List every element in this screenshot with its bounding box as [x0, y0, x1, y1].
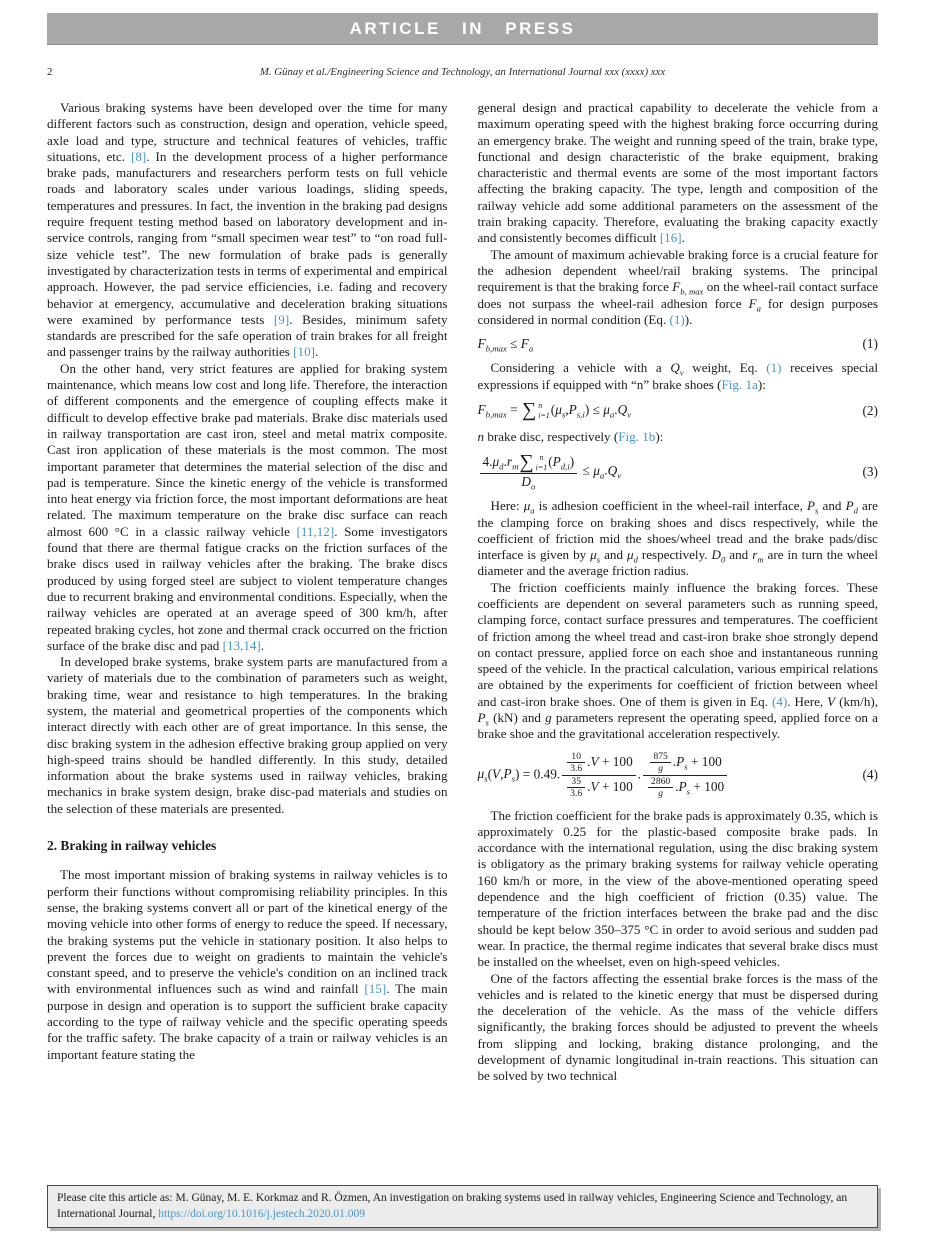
text-segment: ).: [684, 311, 693, 327]
equation-link[interactable]: (4): [771, 693, 788, 709]
citation-link[interactable]: [16]: [659, 230, 682, 246]
text-segment: V: [590, 778, 599, 794]
fraction: [650, 751, 670, 775]
text-segment: g: [658, 788, 663, 800]
text-segment: $F_{b,max}$: [477, 402, 507, 420]
text-segment: .: [637, 766, 642, 782]
text-segment: V: [492, 766, 501, 782]
text-segment: .: [260, 637, 265, 653]
text-segment: $\mu_s$: [555, 402, 566, 420]
equation-number: (1): [862, 336, 878, 352]
equation: [478, 453, 879, 490]
text-segment: .: [614, 402, 618, 418]
text-segment: . Here,: [787, 693, 828, 709]
summation-symbol: ∑ n i=1: [519, 451, 548, 474]
text-segment: One of the factors affecting the essential brake forces is the mass of the vehicles and is related to the kinetic energy that must be dispersed during the deceleration of the vehicle. As the mass of the vehicle differs significantly, the braking forces should be adjusted to prevent the wheels from slipping and locking, braking distance prolonging, and the development of dynamic longitudinal in-train reactions. This situation can be solved by two technical: [477, 970, 878, 1084]
citation-link[interactable]: [15]: [364, 981, 387, 997]
text-segment: and: [725, 547, 753, 563]
paragraph: [47, 867, 448, 1063]
equation-number: (2): [862, 402, 878, 418]
text-segment: g: [545, 710, 552, 726]
text-segment: $\mu_d$: [492, 454, 504, 472]
text-segment: $F_a$: [520, 336, 534, 354]
text-segment: $Q_v$: [670, 360, 684, 379]
text-segment: .: [503, 454, 507, 470]
text-segment: $P_s$: [477, 710, 489, 728]
equation-number: (3): [862, 463, 878, 479]
text-segment: $P_s$: [807, 498, 819, 516]
text-segment: $\mu_d$: [626, 547, 638, 565]
citation-link[interactable]: [8]: [130, 148, 147, 164]
fraction: [480, 453, 578, 490]
text-segment: $\mu_a$: [593, 462, 605, 481]
text-segment: ≤: [506, 336, 521, 352]
text-segment: + 100: [598, 778, 633, 794]
text-segment: $\mu_a$: [523, 498, 535, 516]
text-segment: Please cite this article as: M. Günay, M. E. Korkmaz and R. Özmen, An investigation on braking systems used in railway vehicles, Engineering Science and Technology, an International Journal,: [57, 1192, 848, 1220]
text-segment: ,: [500, 766, 504, 782]
text-segment: 10: [571, 750, 581, 762]
text-segment: $\mu_a$: [603, 402, 615, 420]
text-segment: and: [600, 547, 627, 563]
paragraph: [478, 808, 879, 971]
paragraph: [478, 498, 879, 579]
citation-notice: [47, 1185, 878, 1228]
fraction: [567, 776, 585, 800]
text-segment: + 100: [598, 753, 633, 769]
text-segment: $F_{b, max}$: [672, 279, 704, 297]
text-segment: $Q_v$: [617, 402, 632, 420]
text-segment: receives special expressions if equipped with “n” brake shoes (: [477, 360, 878, 392]
text-segment: V: [827, 693, 836, 709]
doi-link[interactable]: https://doi.org/10.1016/j.jestech.2020.01.009: [158, 1207, 366, 1220]
equation: [478, 751, 879, 800]
paragraph: [478, 100, 879, 247]
text-segment: respectively.: [637, 547, 712, 563]
text-segment: $r_m$: [752, 547, 764, 565]
equation-body: [478, 453, 855, 490]
text-segment: In developed brake systems, brake system parts are manufactured from a variety of materials due to the combination of parameters such as weight, braking time, wear and resistance to high temperatures. In the braking system, the material and geometrical properties of the components which interact directly with each other are of great importance. In this sense, the disc braking system in the adhesion effective braking group applied on very high-speed trains should be handled differently. In this study, detailed information about the brake systems used in railway vehicles, braking mechanics in brake system design, brake disc-pad materials and studies on the selection of these materials are presented.: [47, 654, 448, 816]
paragraph: [478, 247, 879, 328]
text-segment: V: [590, 753, 599, 769]
text-segment: are in turn the wheel diameter and the average friction radius.: [477, 547, 878, 579]
text-segment: $D_o$: [521, 474, 536, 492]
text-segment: $P_s$: [678, 778, 691, 797]
fraction: [643, 751, 727, 800]
paragraph: [47, 361, 448, 654]
text-segment: . The main purpose in design and operation is to support the sufficient brake capacity according to the type of railway vehicle and the specific operating speeds for the traffic safety. The brake capacity of a train or railway vehicles is an important feature stating the: [47, 981, 448, 1062]
text-segment: $P_d$: [845, 498, 858, 516]
text-segment: .: [315, 344, 319, 360]
text-segment: ): [569, 454, 575, 470]
text-segment: $Q_v$: [607, 462, 622, 481]
fraction: [562, 751, 636, 800]
text-segment: (: [487, 766, 493, 782]
text-segment: ):: [655, 429, 664, 444]
article-body: [47, 100, 878, 1180]
equation-body: [478, 336, 855, 352]
text-segment: for design purposes considered in normal condition (Eq.: [477, 295, 878, 327]
text-segment: Considering a vehicle with a: [490, 360, 671, 376]
text-segment: general design and practical capability to decelerate the vehicle from a maximum operating speed with the highest braking force occurring during an emergency brake. The weight and running speed of the train, brake type, functional and design characteristic of the brake equipment, braking characteristic and thermal events are some of the most important factors affecting the braking capacity. The type, length and composition of the railway vehicle add some additional parameters on the assessment of the train braking capacity. Therefore, evaluating the braking capacity exactly and consistently becomes difficult: [477, 100, 878, 246]
figure-link[interactable]: Fig. 1b: [618, 429, 656, 444]
text-segment: $P_s$: [503, 766, 516, 784]
text-segment: .: [675, 778, 679, 794]
equation: [478, 401, 879, 421]
text-segment: Various braking systems have been developed over the time for many different factors such as construction, design and operation, vehicle speed, axle load and type, structure and technical features of vehicles, traffic situations, etc.: [47, 100, 448, 164]
text-segment: .: [672, 753, 677, 769]
left-column: [47, 100, 448, 1180]
text-segment: . Some investigators found that there are thermal fatigue cracks on the friction surfaces of the brake discs used in railway vehicles after the braking. The brake discs produced by using forged steel are subject to violent temperature changes due to recurrent braking and environmental conditions. Especially, when the railway vehicles are operated at an average speed of 300 km/h, after repeated braking cycles, hot zone and thermal crack occurred on the friction surface of the brake disc and pad: [47, 523, 448, 653]
right-column: [478, 100, 879, 1180]
fraction: [648, 776, 673, 800]
text-segment: parameters represent the operating speed, applied force on a brake shoe and the gravitational acceleration respectively.: [477, 710, 878, 742]
text-segment: The most important mission of braking systems in railway vehicles is to perform their functions without compromising reliability principles. In this sense, the braking systems convert all or part of the kinetical energy of the moving vehicle into other forms of energy to reduce the speed. If necessary, the braking systems put the vehicle in stationary position. It also helps to prevent the forces due to weight on gradients to maintain the vehicle's constant speed, and to preserve the vehicle's condition on an inclined track with environmental influences such as wind and rainfall: [47, 867, 448, 997]
text-segment: ) = 0.49.: [515, 766, 561, 782]
text-segment: .: [587, 753, 591, 769]
text-segment: ) ≤: [584, 402, 604, 418]
paragraph: [478, 971, 879, 1085]
text-segment: 35: [571, 775, 581, 787]
banner-title: ARTICLE IN PRESS: [349, 18, 576, 38]
text-segment: $P_s$: [676, 753, 688, 772]
text-segment: 3.6: [570, 763, 583, 775]
running-title: M. Günay et al./Engineering Science and Technology, an International Journal xxx (xxxx) xxx: [259, 66, 666, 78]
text-segment: and: [818, 498, 846, 514]
text-segment: 3.6: [570, 788, 583, 800]
text-segment: $F_a$: [748, 295, 761, 314]
text-segment: + 100: [690, 778, 725, 794]
text-segment: weight, Eq.: [683, 360, 767, 376]
text-segment: are the clamping force on braking shoes and discs respectively, while the coefficient of friction mid the shoes/wheel tread and the brake pads/disc interface is given by: [477, 498, 878, 563]
equation-link[interactable]: (1): [669, 311, 685, 327]
text-segment: The friction coefficient for the brake pads is approximately 0.35, which is approximately 0.25 for the plastic-based composite brake pads. In accordance with the international regulation, using the disc braking system is obligatory as the primary braking systems for railway vehicle operating 160 km/h or more, in the view of the above-mentioned operating speed dependence and the high coefficient of friction (0.35) value. The temperature of the friction interfaces between the brake pad and the disc should be kept below 350–375 °C in order to avoid serious and sudden pad wear. In practice, the thermal regime indicates that several brake discs must be installed on the wheelset, even on high-speed vehicles.: [477, 807, 878, 970]
text-segment: $\mu_s$: [590, 547, 601, 565]
section-heading: 2. Braking in railway vehicles: [47, 838, 217, 854]
text-segment: .: [681, 230, 685, 246]
text-segment: =: [506, 402, 521, 418]
paragraph: [478, 360, 879, 393]
text-segment: 2860: [651, 775, 671, 787]
citation-link[interactable]: [13,14]: [222, 637, 261, 653]
page-number: 2: [47, 66, 53, 78]
text-segment: n: [477, 429, 485, 444]
text-segment: .: [587, 778, 591, 794]
text-segment: on the wheel-rail contact surface does not surpass the wheel-rail adhesion force: [477, 279, 878, 311]
citation-notice-text: [57, 1191, 868, 1222]
text-segment: (kN) and: [488, 710, 546, 726]
page-header: [47, 66, 878, 82]
text-segment: (: [548, 454, 553, 470]
text-segment: (: [550, 402, 556, 418]
text-segment: ,: [565, 402, 569, 418]
text-segment: The friction coefficients mainly influence the braking forces. These coefficients are dependent on several parameters such as running speed, clamping force, contact surface pressures and temperatures. The coefficient of friction among the wheel tread and cast-iron brake shoe strongly depend on contact pressure, applied force on each shoe and instantaneous running speed of the vehicle. In the practical calculation, various empirical relations are obtained by the experiments for coefficient of friction between wheel and cast-iron brake shoes. One of them is given in Eq.: [477, 579, 878, 709]
equation-body: [478, 751, 855, 800]
figure-link[interactable]: Fig. 1a: [721, 376, 758, 392]
paragraph: [478, 429, 879, 445]
text-segment: . Besides, minimum safety standards are prescribed for the safe operation of train brakes for all freight and passenger trains by the railway authorities: [47, 311, 448, 360]
text-segment: $r_m$: [506, 454, 519, 472]
text-segment: $P_{s,i}$: [568, 402, 585, 420]
equation-link[interactable]: (1): [766, 360, 782, 376]
text-segment: . In the development process of a higher performance brake pads, manufacturers and researchers perform tests on full vehicle roads and laboratory scales under various loadings, sliding speeds, temperatures and pressures. In fact, the invention in the braking pad designs require frequent testing method based on laboratory development and in-service controls, ranging from “small specimen wear test” to “on road full-size vehicle test”. The new formulation of brake pads is generally investigated by characterization tests in terms of experimental and empirical approach. However, the pad service efficiencies, i.e. fading and recovery behavior at emergency, accumulative and deceleration braking situations were examined by performance tests: [47, 148, 448, 327]
paragraph: [47, 654, 448, 817]
paragraph: [478, 580, 879, 743]
text-segment: brake disc, respectively (: [484, 429, 619, 444]
equation: [478, 336, 879, 352]
text-segment: $F_{b,max}$: [477, 336, 507, 354]
citation-link[interactable]: [10]: [293, 344, 315, 360]
article-in-press-banner: [47, 13, 878, 45]
paragraph: [47, 100, 448, 361]
text-segment: .: [604, 462, 608, 478]
fraction: [567, 751, 585, 775]
text-segment: 4.: [482, 454, 493, 470]
text-segment: + 100: [687, 753, 722, 769]
text-segment: $D_0$: [711, 547, 726, 565]
text-segment: is adhesion coefficient in the wheel-rail interface,: [534, 498, 808, 514]
text-segment: On the other hand, very strict features are applied for braking system maintenance, which means low cost and long life. Therefore, the interaction of different components and the emergence of coupling effects make it difficult to develop effective brake pad materials. Brake disc materials used in railway transportation are cast iron, steel and metal matrix composite. Cast iron application of these materials is the most common. The most important parameter that determines the material selection of the disc and pad is temperature. Since the kinetic energy of the vehicle is transformed into heat energy via friction force, the most important deformations are heat related. The maximum temperature on the brake disc surface can reach almost 600 °C in a classic railway vehicle: [47, 360, 448, 539]
text-segment: g: [658, 763, 663, 775]
citation-link[interactable]: [9]: [273, 311, 290, 327]
text-segment: ):: [757, 376, 766, 392]
text-segment: $\mu_s$: [477, 766, 488, 784]
text-segment: (km/h),: [835, 693, 878, 709]
text-segment: $P_{d,i}$: [552, 454, 570, 472]
text-segment: The amount of maximum achievable braking force is a crucial feature for the adhesion dependent wheel/rail braking systems. The principal requirement is that the braking force: [477, 246, 878, 295]
summation-symbol: ∑ n i=1: [521, 399, 550, 422]
citation-link[interactable]: [11,12]: [296, 523, 335, 539]
text-segment: Here:: [490, 498, 524, 514]
equation-body: [478, 401, 855, 421]
equation-number: (4): [862, 766, 878, 782]
text-segment: ≤: [579, 462, 594, 478]
text-segment: 875: [653, 750, 668, 762]
